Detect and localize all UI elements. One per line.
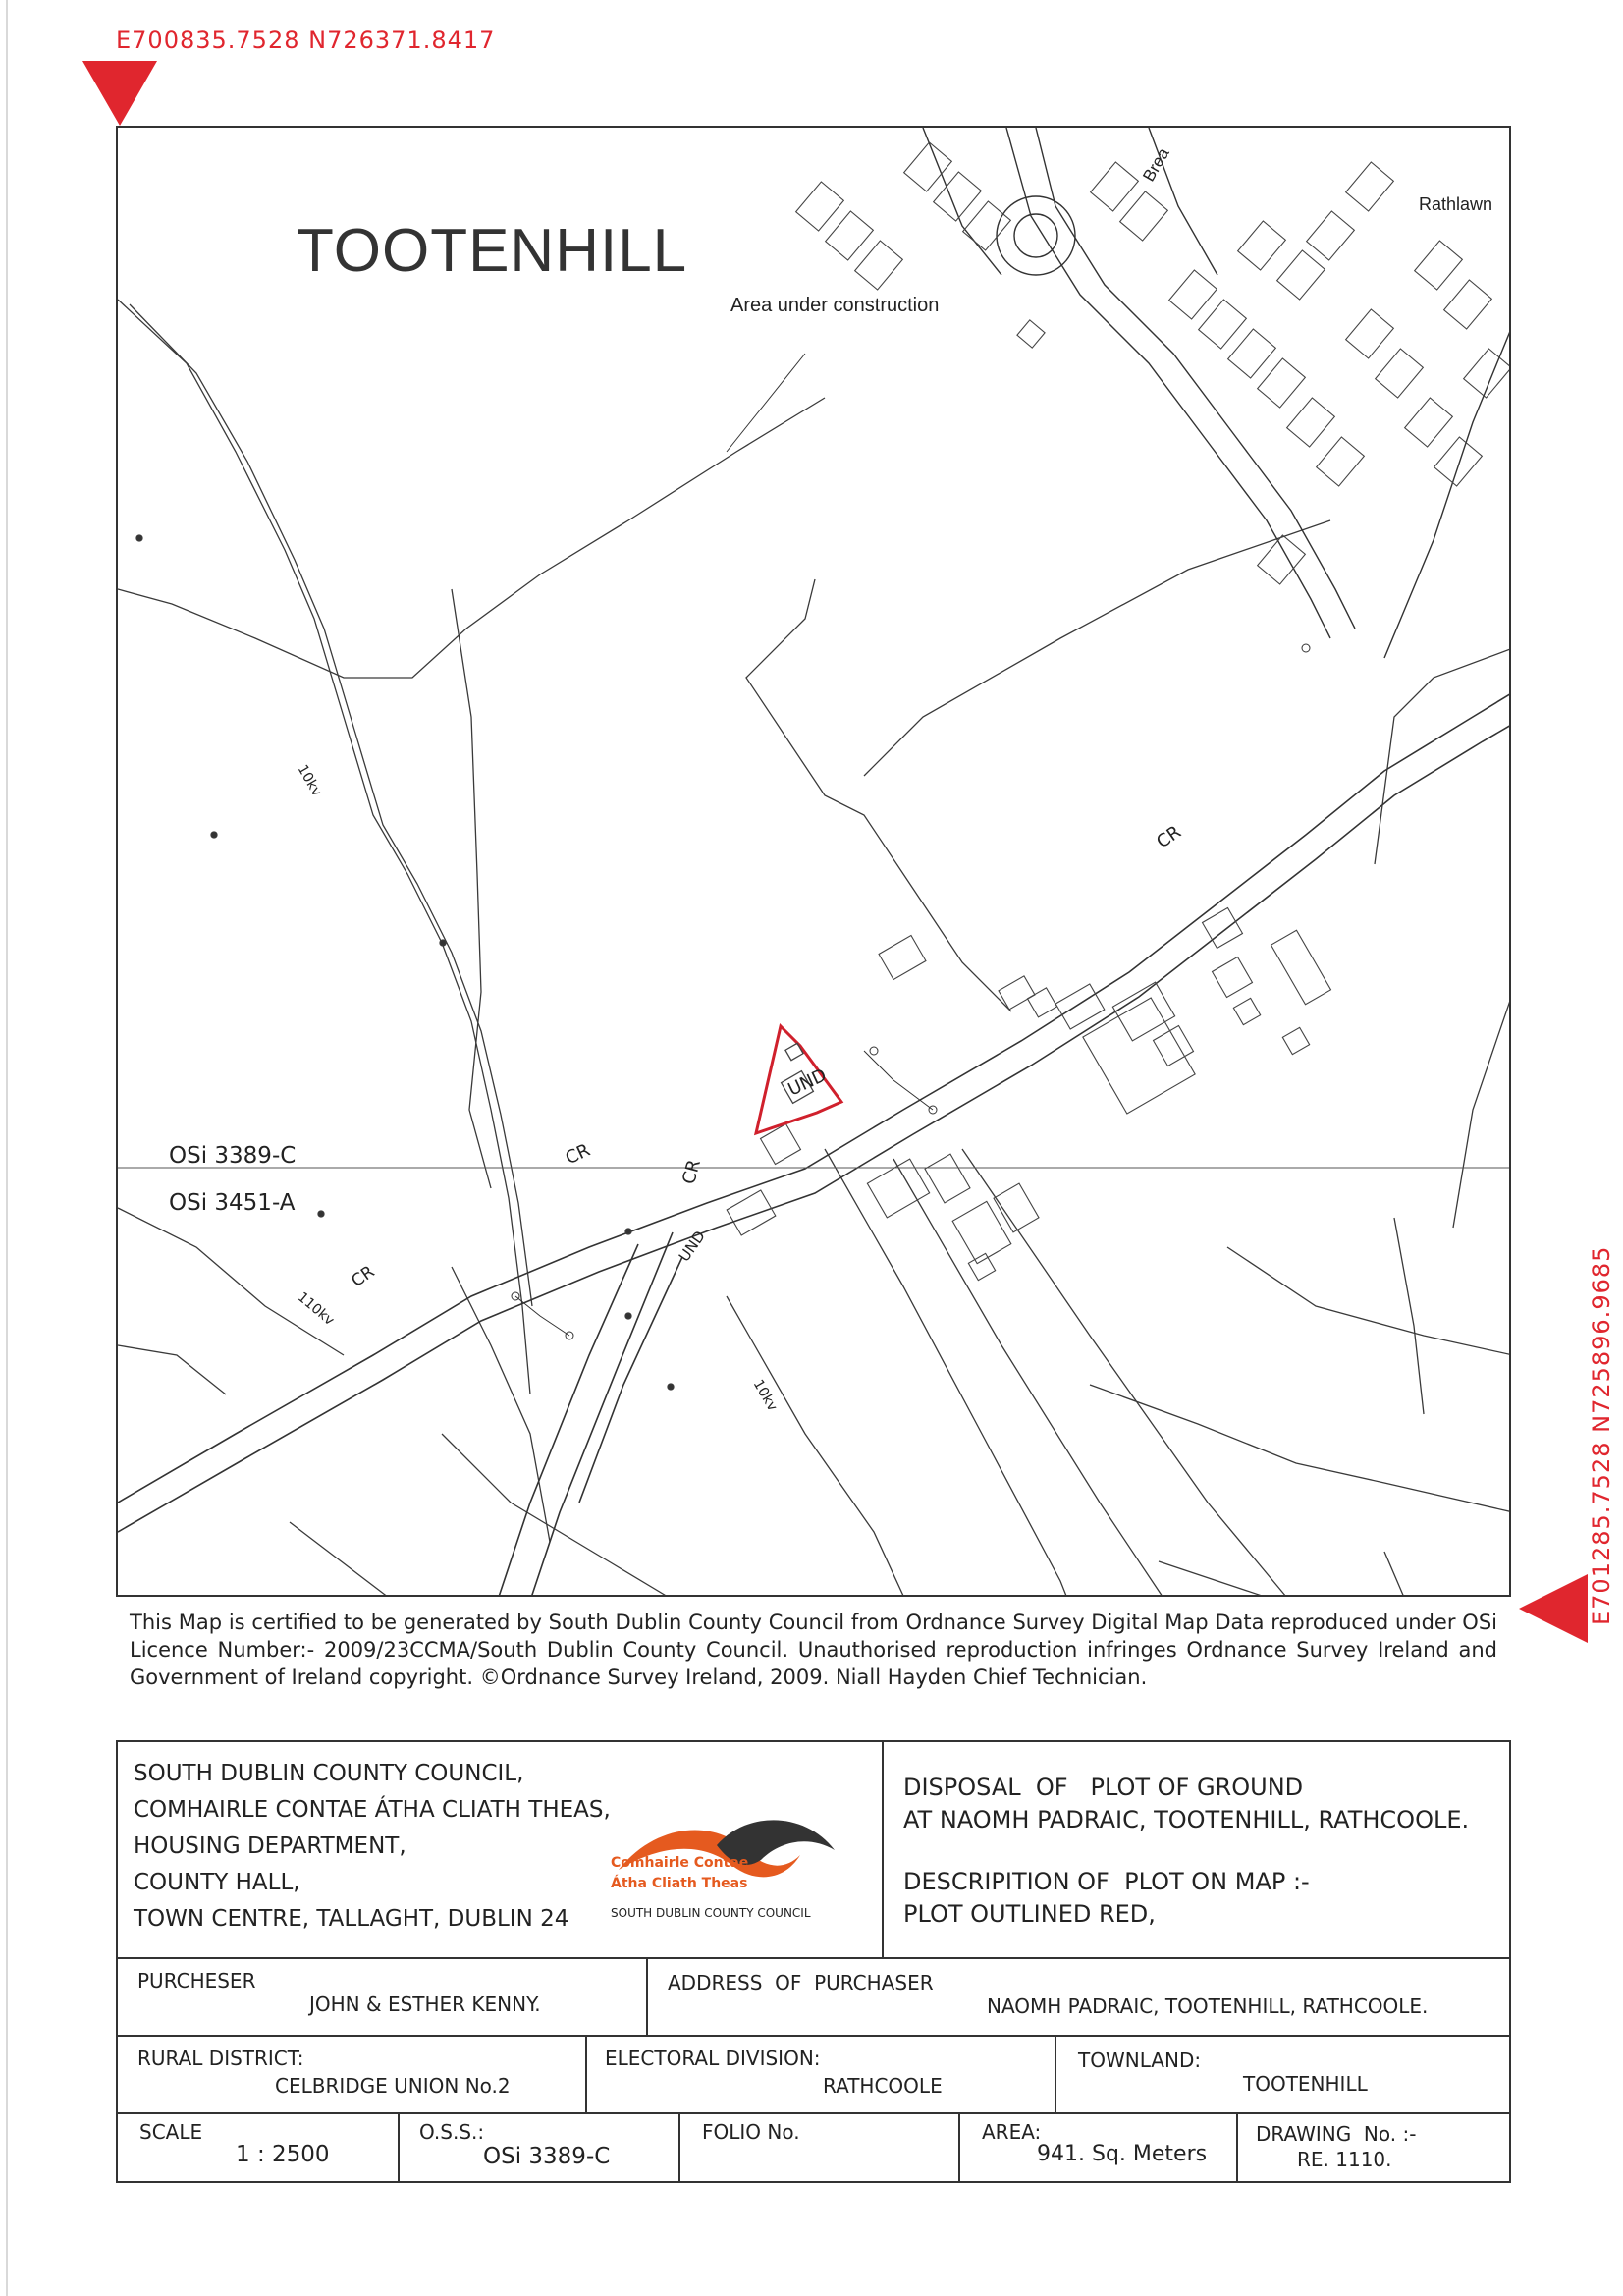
power-line-markers xyxy=(136,535,674,1390)
council-address xyxy=(134,1756,611,1938)
electoral-label: ELECTORAL DIVISION: xyxy=(605,2047,821,2070)
purchaser-cell xyxy=(118,1959,648,2035)
address-cell xyxy=(648,1959,1513,2035)
council-line-2: COMHAIRLE CONTAE ÁTHA CLIATH THEAS, xyxy=(134,1797,611,1823)
und-label-plot: UND xyxy=(784,1065,831,1101)
electoral-cell xyxy=(587,2037,1056,2112)
council-row xyxy=(118,1742,1509,1959)
purchaser-row xyxy=(118,1959,1509,2037)
logo-irish-line-1: Comhairle Contae xyxy=(611,1855,749,1871)
townland-value: TOOTENHILL xyxy=(1243,2072,1368,2096)
drawing-label: DRAWING No. :- xyxy=(1256,2122,1417,2146)
logo-english: SOUTH DUBLIN COUNTY COUNCIL xyxy=(611,1906,811,1920)
scale-value: 1 : 2500 xyxy=(236,2142,330,2167)
folio-cell xyxy=(680,2114,960,2183)
council-line-5: TOWN CENTRE, TALLAGHT, DUBLIN 24 xyxy=(134,1906,569,1932)
drawing-value: RE. 1110. xyxy=(1297,2148,1392,2171)
area-label: AREA: xyxy=(982,2120,1042,2144)
110kv-label: 110kv xyxy=(294,1289,338,1329)
plot-outlined-line: PLOT OUTLINED RED, xyxy=(903,1900,1156,1928)
townland-label: TOWNLAND: xyxy=(1078,2049,1202,2072)
cr-label-left: CR xyxy=(348,1262,379,1291)
rural-label: RURAL DISTRICT: xyxy=(137,2047,304,2070)
area-value: 941. Sq. Meters xyxy=(1037,2142,1208,2166)
field-boundaries xyxy=(118,300,1511,1703)
10kv-label-bottom: 10kv xyxy=(749,1377,781,1414)
council-cell xyxy=(118,1742,884,1957)
map-frame xyxy=(116,126,1511,1703)
bottom-right-marker-icon xyxy=(1519,1574,1588,1643)
scale-row xyxy=(118,2114,1509,2183)
oss-value: OSi 3389-C xyxy=(483,2144,611,2169)
copyright-notice: This Map is certified to be generated by South Dublin County Council from Ordnance Survey Digital Map Data reproduced under OSi Licence Number:- 2009/23CCMA/South Dublin County Council. Unauthorised reproduction infringes Ordnance Survey Ireland and Government of Ireland copyright. ©Ordnance Survey Ireland, 2009. Niall Hayden Chief Technician. xyxy=(116,1595,1511,1703)
council-line-4: COUNTY HALL, xyxy=(134,1870,300,1895)
logo-irish-line-2: Átha Cliath Theas xyxy=(611,1876,748,1891)
scale-cell xyxy=(118,2114,400,2183)
scale-label: SCALE xyxy=(139,2120,203,2144)
oss-label: O.S.S.: xyxy=(419,2120,485,2144)
drawing-cell xyxy=(1238,2114,1513,2183)
address-label: ADDRESS OF PURCHASER xyxy=(668,1971,934,1995)
top-left-coordinate: E700835.7528 N726371.8417 xyxy=(116,27,496,54)
area-cell xyxy=(960,2114,1238,2183)
rural-value: CELBRIDGE UNION No.2 xyxy=(275,2074,511,2098)
rathlawn-label: Rathlawn xyxy=(1419,194,1493,214)
council-line-1: SOUTH DUBLIN COUNTY COUNCIL, xyxy=(134,1761,524,1786)
townland-cell xyxy=(1056,2037,1513,2112)
electoral-value: RATHCOOLE xyxy=(823,2074,943,2098)
stay-wires xyxy=(512,644,1310,1339)
area-under-construction-label: Area under construction xyxy=(730,295,940,316)
purchaser-label: PURCHESER xyxy=(137,1969,256,1993)
disposal-line-1: DISPOSAL OF PLOT OF GROUND xyxy=(903,1774,1304,1801)
district-row xyxy=(118,2037,1509,2114)
description-line: DESCRIPITION OF PLOT ON MAP :- xyxy=(903,1868,1310,1895)
area-pointer-line xyxy=(727,354,805,452)
map-title: TOOTENHILL xyxy=(297,217,688,285)
10kv-label-left: 10kv xyxy=(294,762,325,799)
title-block xyxy=(116,1740,1511,2183)
disposal-cell xyxy=(884,1742,1513,1957)
sheet-lower-label: OSi 3451-A xyxy=(169,1190,296,1216)
oss-cell xyxy=(400,2114,680,2183)
rural-cell xyxy=(118,2037,587,2112)
disposal-line-2: AT NAOMH PADRAIC, TOOTENHILL, RATHCOOLE. xyxy=(903,1806,1470,1833)
map-canvas xyxy=(118,128,1511,1703)
council-line-3: HOUSING DEPARTMENT, xyxy=(134,1833,406,1859)
road-name-label: Brea xyxy=(1139,144,1173,186)
folio-label: FOLIO No. xyxy=(702,2120,800,2144)
address-value: NAOMH PADRAIC, TOOTENHILL, RATHCOOLE. xyxy=(987,1995,1429,2018)
purchaser-value: JOHN & ESTHER KENNY. xyxy=(309,1993,541,2016)
disposal-text xyxy=(903,1772,1469,1931)
cr-label-right: CR xyxy=(1153,821,1185,853)
scan-edge-line xyxy=(6,0,8,2296)
cr-label-junction: CR xyxy=(678,1157,705,1187)
und-label-side: UND xyxy=(675,1228,709,1265)
bottom-right-coordinate: E701285.7528 N725896.9685 xyxy=(1588,1245,1615,1625)
cr-label-center: CR xyxy=(562,1139,594,1170)
top-left-marker-icon xyxy=(82,61,157,126)
sheet-upper-label: OSi 3389-C xyxy=(169,1143,297,1169)
